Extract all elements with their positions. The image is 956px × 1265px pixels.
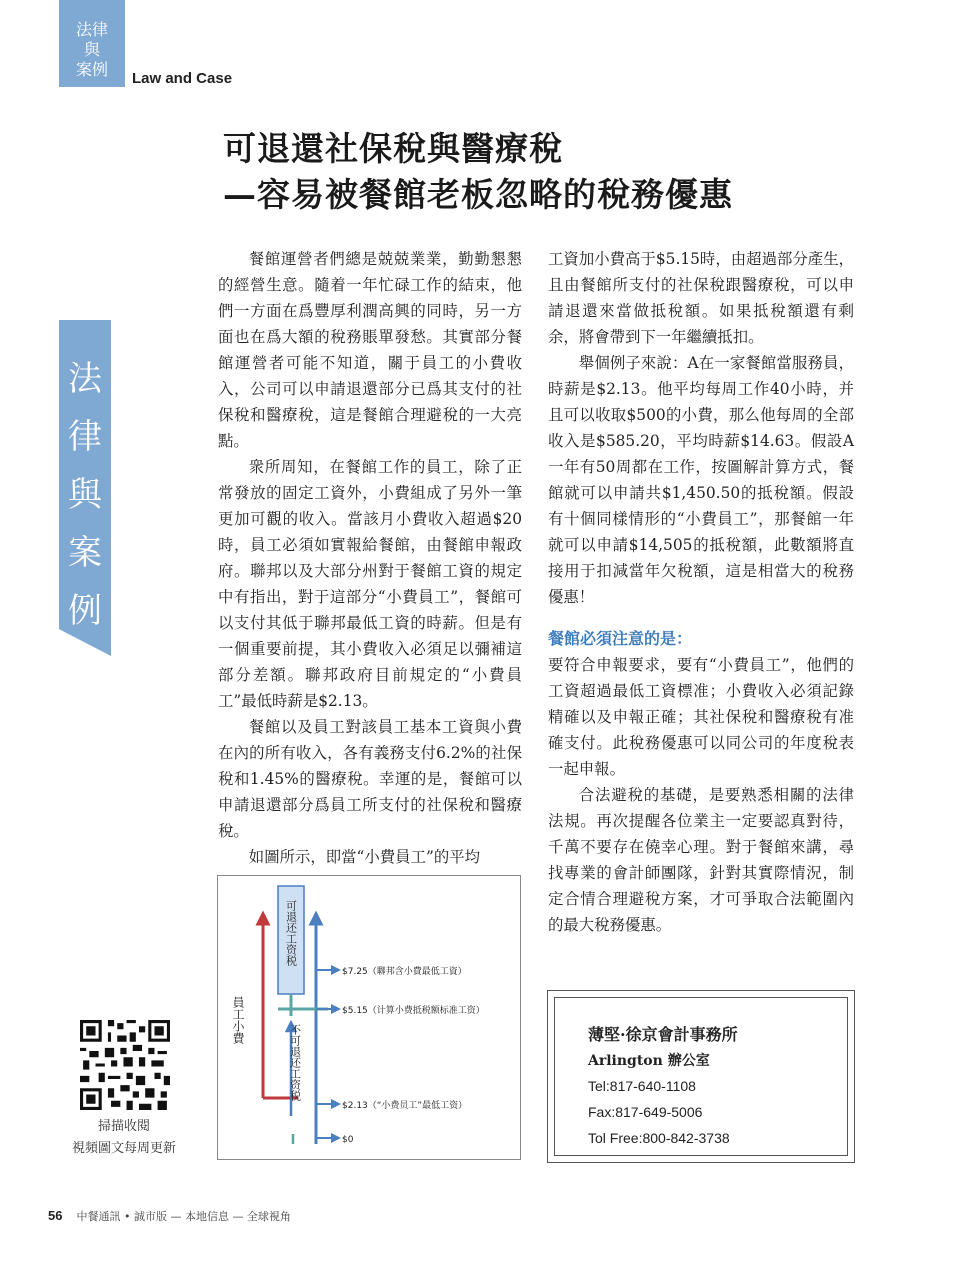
refundable-label: 可退还工资税	[284, 900, 298, 966]
office-name: Arlington 辦公室	[588, 1053, 710, 1069]
qr-code-icon	[80, 1020, 170, 1110]
paragraph: 餐館以及員工對該員工基本工資與小費在內的所有收入，各有義務支付6.2%的社保稅和1.45%的醫療稅。幸運的是，餐館可以申請退還部分爲員工所支付的社保稅和醫療稅。	[218, 718, 522, 840]
level-label-4: $0	[342, 1135, 354, 1145]
paragraph: 衆所周知，在餐館工作的員工，除了正常發放的固定工資外，小費組成了另外一筆更加可觀的收入。當該月小費收入超過$20時，員工必須如實報給餐館，由餐館申報政府。聯邦以及大部分州對于餐館工資的規定中有指出，對于這部分“小費員工”，餐館可以支付其低于聯邦最低工資的時薪。但是有一個重要前提，其小費收入必須足以彌補這部分差額。聯邦政府目前規定的“小費員工”最低時薪是$2.13。	[218, 458, 522, 710]
page-number: 56	[48, 1208, 63, 1223]
title-line-2: —容易被餐館老板忽略的稅務優惠	[223, 175, 733, 214]
column-left	[218, 246, 522, 870]
contact-card	[547, 990, 855, 1163]
side-char: 例	[68, 591, 102, 631]
level-label-3: $2.13（“小费员工”最低工资）	[342, 1101, 468, 1111]
fax: Fax:817-649-5006	[588, 1104, 703, 1120]
wage-diagram-svg	[218, 876, 520, 1159]
nonrefundable-label: 不可退还工资税	[288, 1024, 302, 1101]
side-char: 律	[68, 417, 102, 457]
section-tag-en: Law and Case	[132, 70, 233, 87]
paragraph: 工資加小費高于$5.15時，由超過部分產生，且由餐館所支付的社保稅跟醫療稅，可以申請退還來當做抵稅額。如果抵稅額還有剩余，將會帶到下一年繼續抵扣。	[548, 250, 854, 346]
tag-line: 與	[83, 40, 100, 59]
tag-line: 案例	[75, 60, 108, 79]
footer-text: 中餐通訊 • 誠市版 — 本地信息 — 全球視角	[76, 1210, 291, 1223]
article-title	[223, 126, 733, 218]
tag-line: 法律	[75, 20, 108, 39]
side-char: 與	[68, 475, 102, 515]
wage-diagram	[217, 875, 521, 1160]
paragraph: 如圖所示，即當“小費員工”的平均	[248, 848, 481, 866]
left-label: 員工小費	[231, 996, 245, 1044]
qr-caption-line: 掃描收閱	[97, 1119, 150, 1134]
tel: Tel:817-640-1108	[588, 1078, 696, 1094]
level-label-2: $5.15（计算小费抵税额标准工资）	[342, 1006, 485, 1016]
toll-free: Tol Free:800-842-3738	[588, 1130, 730, 1146]
firm-name: 薄堅·徐京會計事務所	[588, 1025, 738, 1044]
side-banner-text	[59, 320, 111, 656]
paragraph: 餐館運營者們總是兢兢業業，勤勤懇懇的經營生意。隨着一年忙碌工作的結束，他們一方面在爲豐厚利潤高興的同時，另一方面也在爲大額的稅務賬單發愁。其實部分餐館運營者可能不知道，關于員工的小費收入，公司可以申請退還部分已爲其支付的社保稅和醫療稅，這是餐館合理避稅的一大亮點。	[218, 250, 522, 450]
paragraph: 舉個例子來說：A在一家餐館當服務員，時薪是$2.13。他平均每周工作40小時，并且可以收取$500的小費，那么他每周的全部收入是$585.20，平均時薪$14.63。假設A一年有50周都在工作，按圖解計算方式，餐館就可以申請共$1,450.50的抵稅額。假設有十個同樣情形的“小費員工”，那餐館一年就可以申請$14,505的抵稅額，此數額將直接用于扣減當年欠稅額，這是相當大的稅務優惠！	[548, 354, 854, 606]
title-line-1: 可退還社保稅與醫療稅	[223, 129, 563, 168]
section-tag	[59, 0, 125, 87]
side-char: 法	[68, 359, 102, 399]
paragraph: 合法避稅的基礎，是要熟悉相關的法律法規。再次提醒各位業主一定要認真對待，千萬不要存在僥幸心理。對于餐館來講，尋找專業的會計師團隊，針對其實際情況，制定合情合理避稅方案，才可爭取合法範圍內的最大稅務優惠。	[548, 786, 854, 934]
contact-card-inner	[554, 997, 848, 1156]
column-right	[548, 246, 854, 938]
side-char: 案	[68, 533, 102, 573]
qr-caption	[54, 1116, 194, 1160]
subheading: 餐館必須注意的是：	[548, 629, 693, 648]
paragraph: 要符合申報要求，要有“小費員工”，他們的工資超過最低工資標准；小費收入必須記錄精確以及申報正確；其社保稅和醫療稅有准確支付。此稅務優惠可以同公司的年度稅表一起申報。	[548, 656, 854, 778]
page-footer	[48, 1208, 291, 1224]
qr-caption-line: 視頻圖文每周更新	[71, 1141, 176, 1156]
level-label-1: $7.25（聯邦含小費最低工資）	[342, 967, 467, 977]
